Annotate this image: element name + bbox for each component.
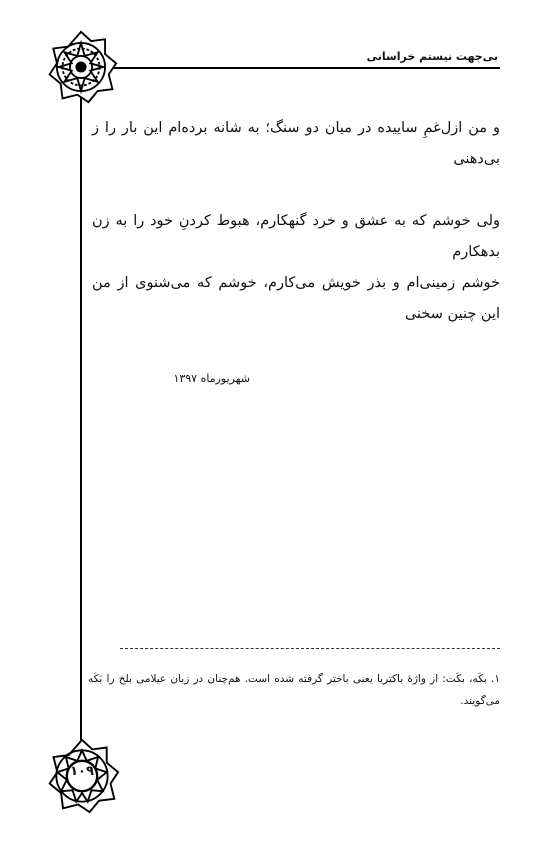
rosette-ornament-icon xyxy=(44,30,118,104)
poem-paragraph-2: ولی خوشم که به عشق و خرد گنهکارم، هبوط کردنِ خود را به زن بدهکارم xyxy=(92,213,500,260)
page-number: ۱۰۹ xyxy=(70,764,94,779)
poem-date: شهریورماه ۱۳۹۷ xyxy=(173,372,250,385)
running-header-title: بی‌جهت نیستم خراسانی xyxy=(366,50,498,63)
poem-paragraph-3: خوشم زمینی‌ام و بذر خویش می‌کارم، خوشم که می‌شنوی از من این چنین سخنی xyxy=(92,275,500,322)
margin-vertical-rule xyxy=(80,60,82,780)
poem-paragraph-1: و من ازل‌غمِ ساییده در میان دو سنگ؛ به شانه برده‌ام این بار را ز بی‌دهنی xyxy=(92,120,500,167)
header-rule xyxy=(82,67,500,69)
footnote-text: ۱. بکَه، بکَت: از واژهٔ باکتریا یعنی باختر گرفته شده است. هم‌چنان در زبان عیلامی بلخ را بَکَه می‌گویند. xyxy=(88,673,500,707)
footnote-separator xyxy=(120,648,500,649)
